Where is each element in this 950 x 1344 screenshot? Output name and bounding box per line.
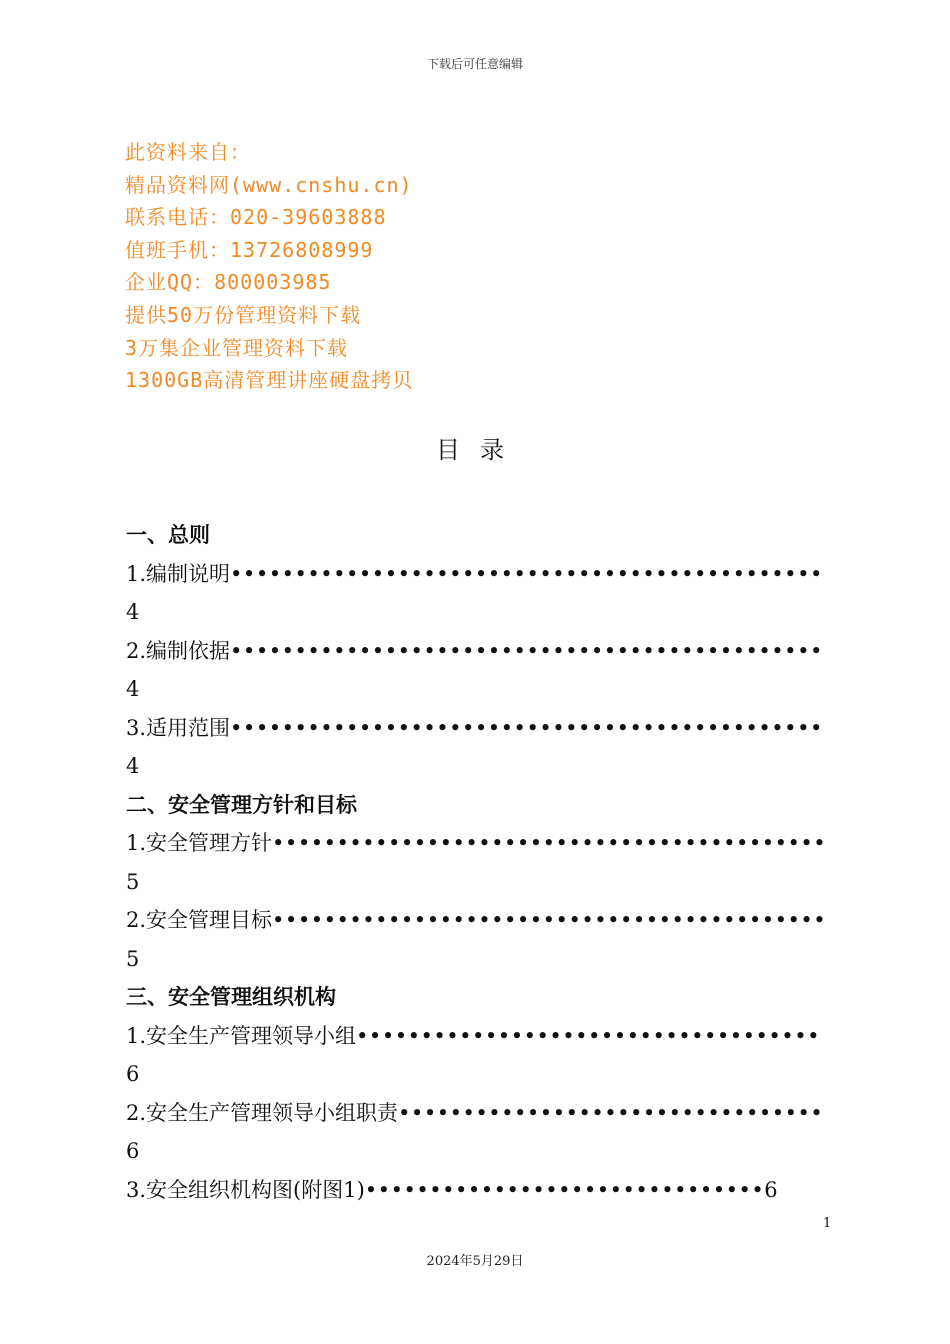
toc-leader-dots: ••••••••••••••••••••••••••••••••••••••••••• xyxy=(272,908,827,932)
toc-section-heading: 二、安全管理方针和目标 xyxy=(126,792,357,817)
toc-entry-label: 2.编制依据 xyxy=(126,638,231,663)
toc-leader-dots: •••••••••••••••••••••••••••••••••••••••••••••• xyxy=(230,638,823,663)
toc-entry[interactable] xyxy=(126,709,831,748)
toc-entry-page: 6 xyxy=(126,1139,140,1163)
toc-entry[interactable] xyxy=(126,632,831,671)
toc-section-heading: 一、总则 xyxy=(126,523,210,547)
toc-entry-page: 6 xyxy=(764,1177,778,1202)
toc-leader-dots: ••••••••••••••••••••••••••••••••••••••••••• xyxy=(272,831,827,855)
source-info-block xyxy=(125,136,413,397)
toc-entry[interactable] xyxy=(126,901,831,940)
toc-entry-page: 5 xyxy=(126,946,140,971)
toc-entry-page: 6 xyxy=(126,1062,140,1086)
source-line: 值班手机：13726808999 xyxy=(125,237,374,262)
toc-entry-page: 5 xyxy=(126,869,140,894)
toc-entry[interactable] xyxy=(126,824,831,863)
toc-entry-page: 4 xyxy=(126,754,140,778)
toc-entry-label: 1.安全生产管理领导小组 xyxy=(126,1023,357,1048)
toc-entry-label: 2.安全管理目标 xyxy=(126,908,273,932)
toc-leader-dots: ••••••••••••••••••••••••••••••• xyxy=(364,1177,765,1202)
toc-section-heading: 三、安全管理组织机构 xyxy=(126,985,336,1009)
source-line: 联系电话：020-39603888 xyxy=(125,205,387,230)
source-line: 提供50万份管理资料下载 xyxy=(125,302,362,327)
toc-entry-page: 4 xyxy=(126,600,140,624)
toc-leader-dots: •••••••••••••••••••••••••••••••••••••••••••••• xyxy=(230,715,823,740)
page-header: 下载后可任意编辑 xyxy=(426,57,523,71)
source-line: 1300GB高清管理讲座硬盘拷贝 xyxy=(125,368,414,393)
toc-entry[interactable] xyxy=(126,555,831,594)
toc-entry-label: 3.安全组织机构图(附图1) xyxy=(126,1177,365,1202)
toc-title: 目录 xyxy=(436,436,524,464)
toc-leader-dots: •••••••••••••••••••••••••••••••••••••••••••••• xyxy=(230,561,823,586)
page-footer-date: 2024年5月29日 xyxy=(426,1254,524,1269)
toc-entry-label: 3.适用范围 xyxy=(126,715,231,740)
source-line: 3万集企业管理资料下载 xyxy=(125,335,349,360)
toc-entry-last[interactable] xyxy=(126,1171,831,1210)
toc-entry-label: 2.安全生产管理领导小组职责 xyxy=(126,1100,399,1125)
source-line: 企业QQ：800003985 xyxy=(125,270,332,295)
toc-entry[interactable] xyxy=(126,1017,831,1056)
toc-leader-dots: •••••••••••••••••••••••••••••••••••• xyxy=(356,1023,820,1048)
source-line: 精品资料网(www.cnshu.cn) xyxy=(125,172,413,197)
toc-entry-page: 4 xyxy=(126,677,140,701)
toc-entry[interactable] xyxy=(126,1094,831,1133)
source-line: 此资料来自： xyxy=(125,140,251,164)
toc-entry-label: 1.编制说明 xyxy=(126,561,231,586)
table-of-contents xyxy=(126,516,831,1209)
toc-entry-label: 1.安全管理方针 xyxy=(126,831,273,855)
page-number: 1 xyxy=(823,1216,832,1231)
toc-leader-dots: ••••••••••••••••••••••••••••••••• xyxy=(398,1100,824,1125)
